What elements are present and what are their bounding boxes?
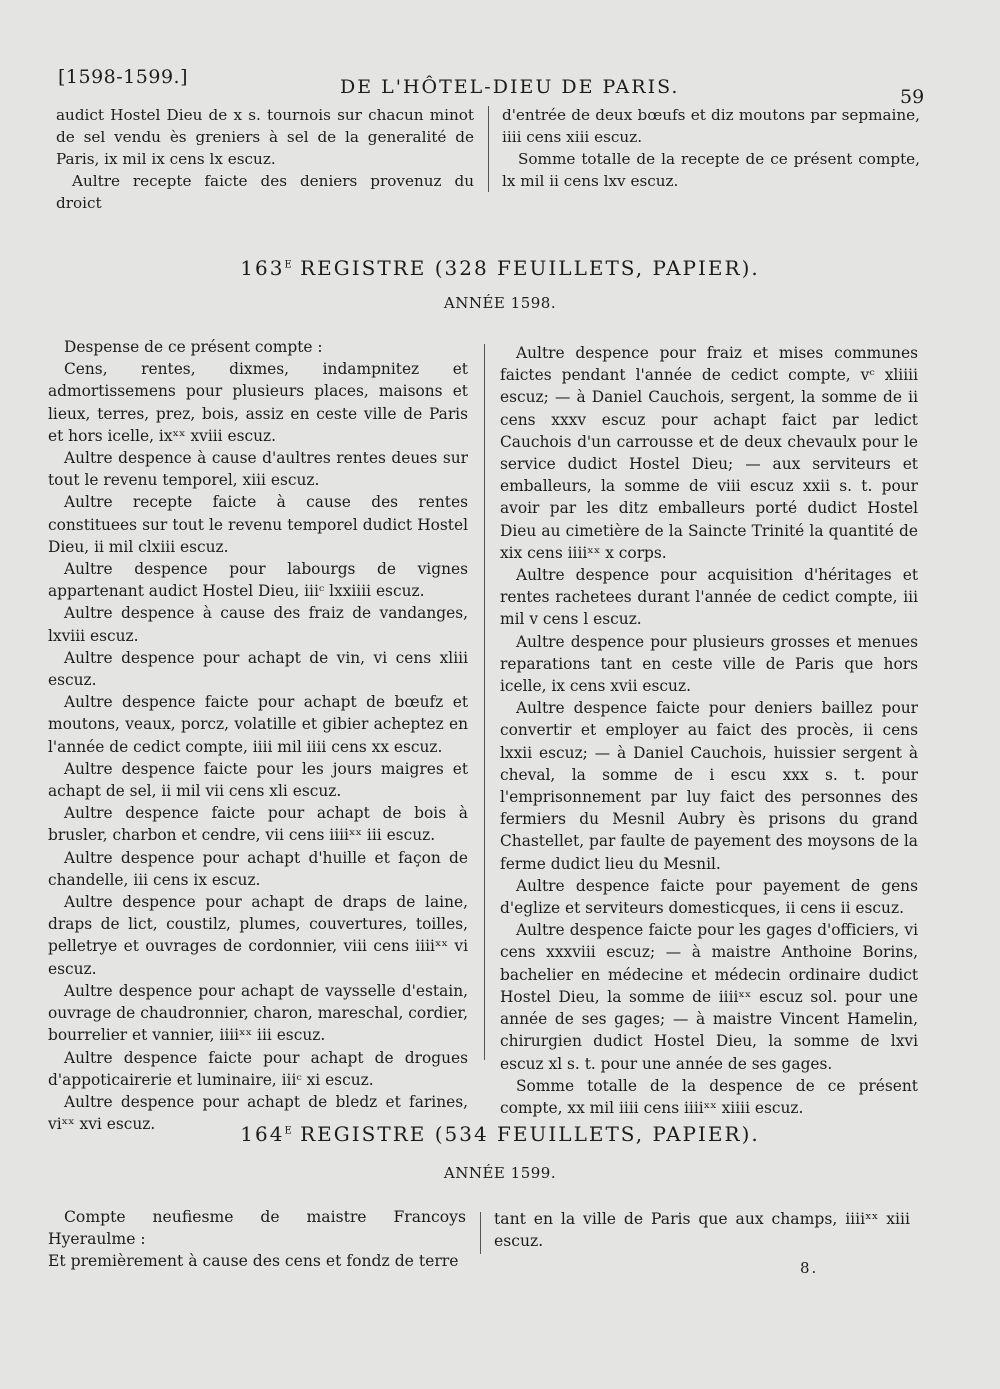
header-running-title: DE L'HÔTEL-DIEU DE PARIS. bbox=[340, 76, 680, 98]
paragraph: Aultre despence pour achapt de vaysselle d'estain, ouvrage de chaudronnier, charon, mareschal, cordier, bourrelier et vannier, iiiiˣˣ iii escuz. bbox=[48, 981, 468, 1045]
register-title: REGISTRE (534 FEUILLETS, PAPIER). bbox=[300, 1122, 760, 1146]
register-163-year bbox=[0, 294, 1000, 312]
paragraph: Aultre despence pour fraiz et mises communes faictes pendant l'année de cedict compte, vᶜ xliiii escuz; — à Daniel Cauchois, sergent, la somme de ii cens xxxv escuz pour achapt faict par ledict Cauchois d'un carrousse et de deux chevaulx pour le service dudict Hostel Dieu; — aux serviteurs et emballeurs, la somme de viii escuz xxii s. t. pour avoir par les ditz emballeurs porté dudict Hostel Dieu au cimetière de la Saincte Trinité la quantité de xix cens iiiiˣˣ x corps. bbox=[500, 344, 918, 562]
year-label: ANNÉE bbox=[443, 294, 506, 312]
register-title: REGISTRE (328 FEUILLETS, PAPIER). bbox=[300, 256, 760, 280]
page-number: 59 bbox=[900, 86, 925, 108]
paragraph: Aultre despence pour achapt de bledz et farines, viˣˣ xvi escuz. bbox=[48, 1092, 468, 1134]
paragraph: Aultre despence pour achapt de vin, vi cens xliii escuz. bbox=[48, 648, 468, 690]
paragraph: d'entrée de deux bœufs et diz moutons par sepmaine, iiii cens xiii escuz. bbox=[502, 106, 920, 146]
register-superscript: E bbox=[284, 259, 292, 271]
paragraph: Aultre despence faicte pour achapt de bœufz et moutons, veaux, porcz, volatille et gibier acheptez en l'année de cedict compte, iiii mil iiii cens xx escuz. bbox=[48, 693, 468, 756]
register-164-year bbox=[0, 1164, 1000, 1182]
paragraph: Aultre despence faicte pour deniers baillez pour convertir et employer au faict des procès, ii cens lxxii escuz; — à Daniel Cauchois, huissier sergent à cheval, la somme de i escu xxx s. t. pour l'emprisonnement par luy faict des personnes des fermiers du Mesnil Aubry ès prisons du grand Chastellet, par faulte de payement des moysons de la ferme dudict lieu du Mesnil. bbox=[500, 699, 918, 873]
paragraph: Aultre despence faicte pour les jours maigres et achapt de sel, ii mil vii cens xli escuz. bbox=[48, 759, 468, 801]
header-date-range: [1598-1599.] bbox=[58, 66, 188, 88]
register-163-heading bbox=[0, 256, 1000, 280]
top-right-column bbox=[502, 104, 920, 192]
register-163-right-column bbox=[500, 342, 918, 1119]
paragraph: Aultre despence faicte pour les gages d'officiers, vi cens xxxviii escuz; — à maistre Anthoine Borins, bachelier en médecine et médecin ordinaire dudict Hostel Dieu, la somme de iiiiˣˣ escuz sol. pour une année de ses gages; — à maistre Vincent Hamelin, chirurgien dudict Hostel Dieu, la somme de lxvi escuz xl s. t. pour une année de ses gages. bbox=[500, 921, 918, 1073]
paragraph: Aultre despence pour acquisition d'héritages et rentes rachetees durant l'année de cedict compte, iii mil v cens l escuz. bbox=[500, 566, 918, 629]
paragraph: Aultre recepte faicte à cause des rentes constituees sur tout le revenu temporel dudict Hostel Dieu, ii mil clxiii escuz. bbox=[48, 493, 468, 556]
column-divider bbox=[480, 1212, 481, 1254]
paragraph: Somme totalle de la despence de ce présent compte, xx mil iiii cens iiiiˣˣ xiiii escuz. bbox=[500, 1076, 918, 1117]
column-divider bbox=[488, 106, 489, 192]
register-163-left-column bbox=[48, 336, 468, 1135]
year-label: ANNÉE bbox=[443, 1164, 506, 1182]
paragraph: Despense de ce présent compte : bbox=[64, 338, 323, 356]
paragraph: audict Hostel Dieu de x s. tournois sur chacun minot de sel vendu ès greniers à sel de la generalité de Paris, ix mil ix cens lx escuz. bbox=[56, 106, 474, 168]
paragraph: Aultre despence faicte pour payement de gens d'eglize et serviteurs domesticques, ii cens ii escuz. bbox=[500, 876, 918, 918]
year-value: 1598. bbox=[510, 294, 557, 312]
top-left-column bbox=[56, 104, 474, 214]
register-number: 163 bbox=[240, 256, 285, 280]
column-divider bbox=[484, 344, 485, 1060]
paragraph: Cens, rentes, dixmes, indampnitez et admortissemens pour plusieurs places, maisons et lieux, terres, prez, bois, assiz en ceste ville de Paris et hors icelle, ixˣˣ xviii escuz. bbox=[48, 360, 468, 445]
register-164-right-column bbox=[494, 1208, 910, 1252]
paragraph: Aultre despence à cause des fraiz de vandanges, lxviii escuz. bbox=[48, 604, 468, 645]
register-number: 164 bbox=[240, 1122, 285, 1146]
register-164-heading bbox=[0, 1122, 1000, 1146]
year-value: 1599. bbox=[510, 1164, 557, 1182]
paragraph: Aultre recepte faicte des deniers provenuz du droict bbox=[56, 172, 474, 212]
paragraph: Aultre despence pour labourgs de vignes appartenant audict Hostel Dieu, iiiᶜ lxxiiii escuz. bbox=[48, 560, 468, 601]
register-164-left-column bbox=[48, 1206, 466, 1272]
paragraph: Aultre despence à cause d'aultres rentes deues sur tout le revenu temporel, xiii escuz. bbox=[48, 449, 468, 490]
paragraph: tant en la ville de Paris que aux champs, iiiiˣˣ xiii escuz. bbox=[494, 1210, 910, 1250]
paragraph: Aultre despence pour plusieurs grosses et menues reparations tant en ceste ville de Paris que hors icelle, ix cens xvii escuz. bbox=[500, 632, 918, 696]
paragraph: Aultre despence faicte pour achapt de drogues d'appoticairerie et luminaire, iiiᶜ xi escuz. bbox=[48, 1048, 468, 1089]
signature-mark: 8. bbox=[800, 1259, 819, 1277]
paragraph: Aultre despence faicte pour achapt de bois à brusler, charbon et cendre, vii cens iiiiˣˣ iii escuz. bbox=[48, 804, 468, 845]
register-superscript: E bbox=[284, 1125, 292, 1137]
paragraph: Aultre despence pour achapt de draps de laine, draps de lict, coustilz, plumes, couvertures, toilles, pelletrye et ouvrages de cordonnier, viii cens iiiiˣˣ vi escuz. bbox=[48, 893, 468, 978]
paragraph: Aultre despence pour achapt d'huille et façon de chandelle, iii cens ix escuz. bbox=[48, 848, 468, 889]
paragraph: Compte neufiesme de maistre Francoys Hyeraulme : bbox=[48, 1208, 466, 1248]
paragraph: Somme totalle de la recepte de ce présent compte, lx mil ii cens lxv escuz. bbox=[502, 150, 920, 190]
paragraph: Et premièrement à cause des cens et fondz de terre bbox=[48, 1252, 459, 1270]
